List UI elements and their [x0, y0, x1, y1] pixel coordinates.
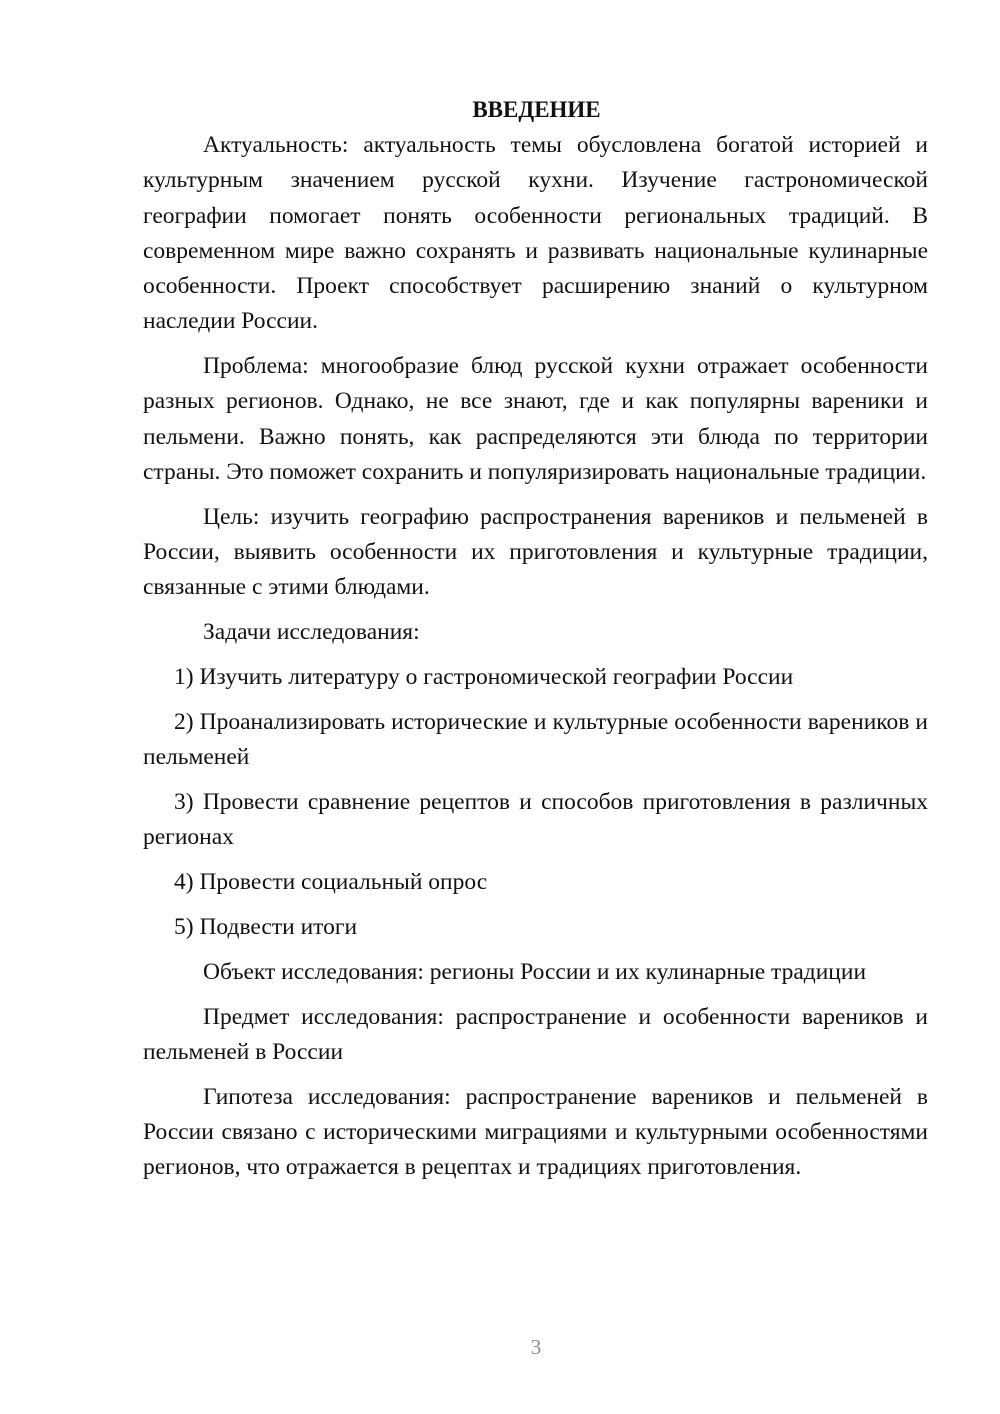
paragraph-hypothesis: Гипотеза исследования: распространение вареников и пельменей в России связано с историческими миграциями и культурными особенностями регионов, что отражается в рецептах и традициях приготовления.: [143, 1083, 928, 1181]
page-number: 3: [530, 1335, 542, 1359]
paragraph-tasks-title: Задачи исследования:: [203, 618, 420, 645]
paragraph-object: Объект исследования: регионы России и их кулинарные традиции: [203, 958, 867, 985]
paragraph-problem: Проблема: многообразие блюд русской кухни отражает особенности разных регионов. Однако, не все знают, где и как популярны вареники и пельмени. Важно понять, как распределяются эти блюда по территории страны. Это поможет сохранить и популяризировать национальные традиции.: [143, 353, 928, 485]
page-content: [143, 92, 928, 1195]
paragraph-goal: Цель: изучить географию распространения вареников и пельменей в России, выявить особенности их приготовления и культурные традиции, связанные с этими блюдами.: [143, 503, 928, 601]
task-item-2: 2) Проанализировать исторические и культурные особенности вареников и пельменей: [143, 708, 928, 770]
task-item-4: 4) Провести социальный опрос: [174, 868, 488, 895]
task-item-1: 1) Изучить литературу о гастрономической географии России: [174, 663, 794, 690]
section-heading: ВВЕДЕНИЕ: [472, 97, 601, 122]
paragraph-subject: Предмет исследования: распространение и особенности вареников и пельменей в России: [143, 1003, 928, 1065]
paragraph-relevance: Актуальность: актуальность темы обусловлена богатой историей и культурным значением русской кухни. Изучение гастрономической географии помогает понять особенности региональных традиций. В современном мире важно сохранять и развивать национальные кулинарные особенности. Проект способствует расширению знаний о культурном наследии России.: [143, 132, 928, 335]
task-item-5: 5) Подвести итоги: [174, 913, 358, 940]
task-item-3: 3) Провести сравнение рецептов и способов приготовления в различных регионах: [143, 788, 928, 850]
